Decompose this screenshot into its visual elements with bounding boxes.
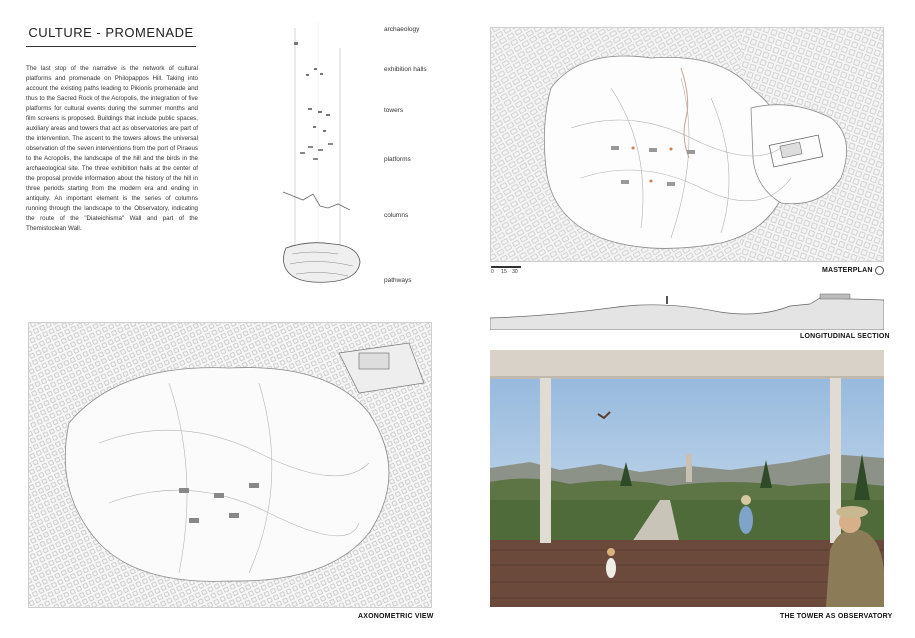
caption-masterplan: MASTERPLAN <box>822 267 873 274</box>
layer-label-exhibition-halls: exhibition halls <box>384 66 427 73</box>
layer-label-pathways: pathways <box>384 277 412 284</box>
north-arrow-icon <box>875 266 884 275</box>
caption-axonometric-view: AXONOMETRIC VIEW <box>358 613 434 620</box>
scale-tick-15: 15 <box>501 269 507 275</box>
body-paragraph: The last stop of the narrative is the network of cultural platforms and promenade on Philopappos Hill. Taking into account the existing paths leading to Pikionis promenade and thus to the Sacred Rock of the Acropolis, the integration of five platforms for cultural events during the summer months and film screens is proposed. Buildings that include public spaces, auxiliary areas and towers that act as observatories are part of the intervention. The ascent to the towers allows the universal observation of the seven interventions from the port of Piraeus to the Acropolis, the landscape of the hill and the birds in the archaeological site. The three exhibition halls at the center of the proposal provide information about the history of the hill in three periods starting from the modern era and ending in antiquity. An important element is the series of columns running through the landscape to the Observatory, indicating the route of the "Diateichisma" Wall and part of the Themistoclean Wall. <box>26 65 198 232</box>
scale-tick-30: 30 <box>512 269 518 275</box>
longitudinal-section-drawing <box>490 292 884 330</box>
layer-label-platforms: platforms <box>384 156 411 163</box>
masterplan-drawing <box>490 27 884 262</box>
exploded-layers-diagram <box>278 18 368 293</box>
caption-observatory: THE TOWER AS OBSERVATORY <box>780 613 893 620</box>
layer-label-towers: towers <box>384 107 404 114</box>
page-title: CULTURE - PROMENADE <box>26 22 196 47</box>
caption-longitudinal-section: LONGITUDINAL SECTION <box>800 333 890 340</box>
scale-tick-0: 0 <box>491 269 494 275</box>
layer-label-archaeology: archaeology <box>384 26 420 33</box>
axonometric-view-drawing <box>28 322 432 608</box>
observatory-render <box>490 350 884 607</box>
scale-bar <box>491 266 521 275</box>
layer-label-columns: columns <box>384 212 409 219</box>
